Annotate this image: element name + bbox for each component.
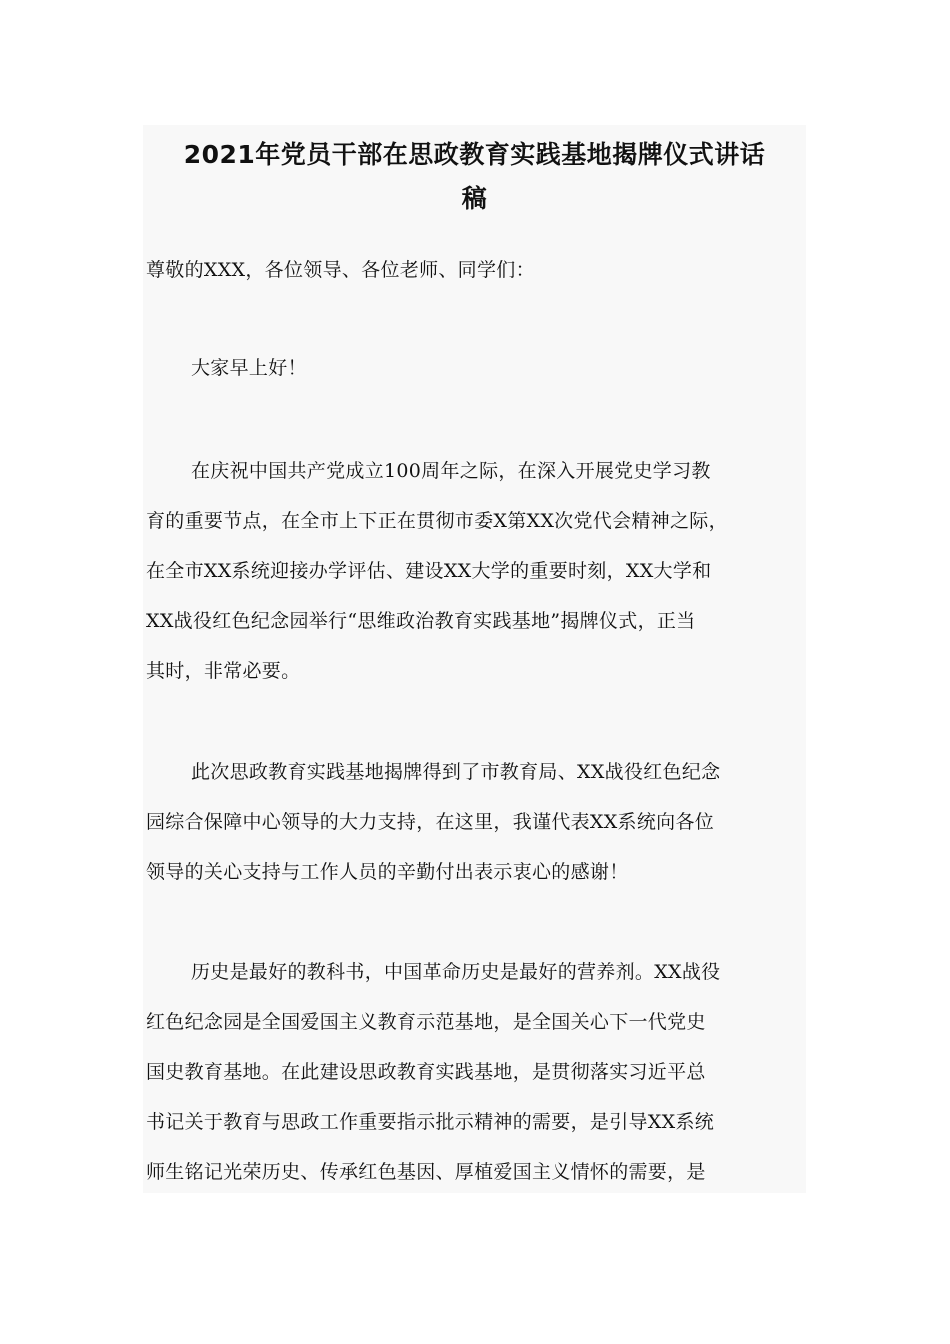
title-line-1: 2021年党员干部在思政教育实践基地揭牌仪式讲话 [183,140,766,169]
paragraph-2 [146,747,804,897]
paragraph-line: 园综合保障中心领导的大力支持，在这里，我谨代表XX系统向各位 [146,811,715,833]
paragraph-line: 此次思政教育实践基地揭牌得到了市教育局、XX战役红色纪念 [191,761,721,783]
paragraph-line: 书记关于教育与思政工作重要指示批示精神的需要，是引导XX系统 [146,1111,715,1133]
paragraph-line: 育的重要节点，在全市上下正在贯彻市委X第XX次党代会精神之际， [146,510,728,532]
document-title [143,133,806,221]
salutation: 尊敬的XXX，各位领导、各位老师、同学们： [146,259,535,281]
greeting-paragraph [146,343,804,393]
paragraph-line: XX战役红色纪念园举行“思维政治教育实践基地”揭牌仪式，正当 [146,610,696,632]
document-page [143,125,806,1193]
paragraph-line: 在全市XX系统迎接办学评估、建设XX大学的重要时刻，XX大学和 [146,560,712,582]
paragraph-3 [146,947,804,1193]
greeting-line: 大家早上好！ [191,357,307,379]
paragraph-line: 其时，非常必要。 [146,660,301,682]
paragraph-line: 师生铭记光荣历史、传承红色基因、厚植爱国主义情怀的需要，是 [146,1161,706,1183]
paragraph-line: 领导的关心支持与工作人员的辛勤付出表示衷心的感谢！ [146,861,629,883]
paragraph-line: 历史是最好的教科书，中国革命历史是最好的营养剂。XX战役 [191,961,721,983]
paragraph-1 [146,446,804,696]
paragraph-line: 红色纪念园是全国爱国主义教育示范基地，是全国关心下一代党史 [146,1011,706,1033]
title-line-2: 稿 [461,184,488,213]
paragraph-line: 在庆祝中国共产党成立100周年之际，在深入开展党史学习教 [191,460,711,482]
paragraph-line: 国史教育基地。在此建设思政教育实践基地，是贯彻落实习近平总 [146,1061,706,1083]
